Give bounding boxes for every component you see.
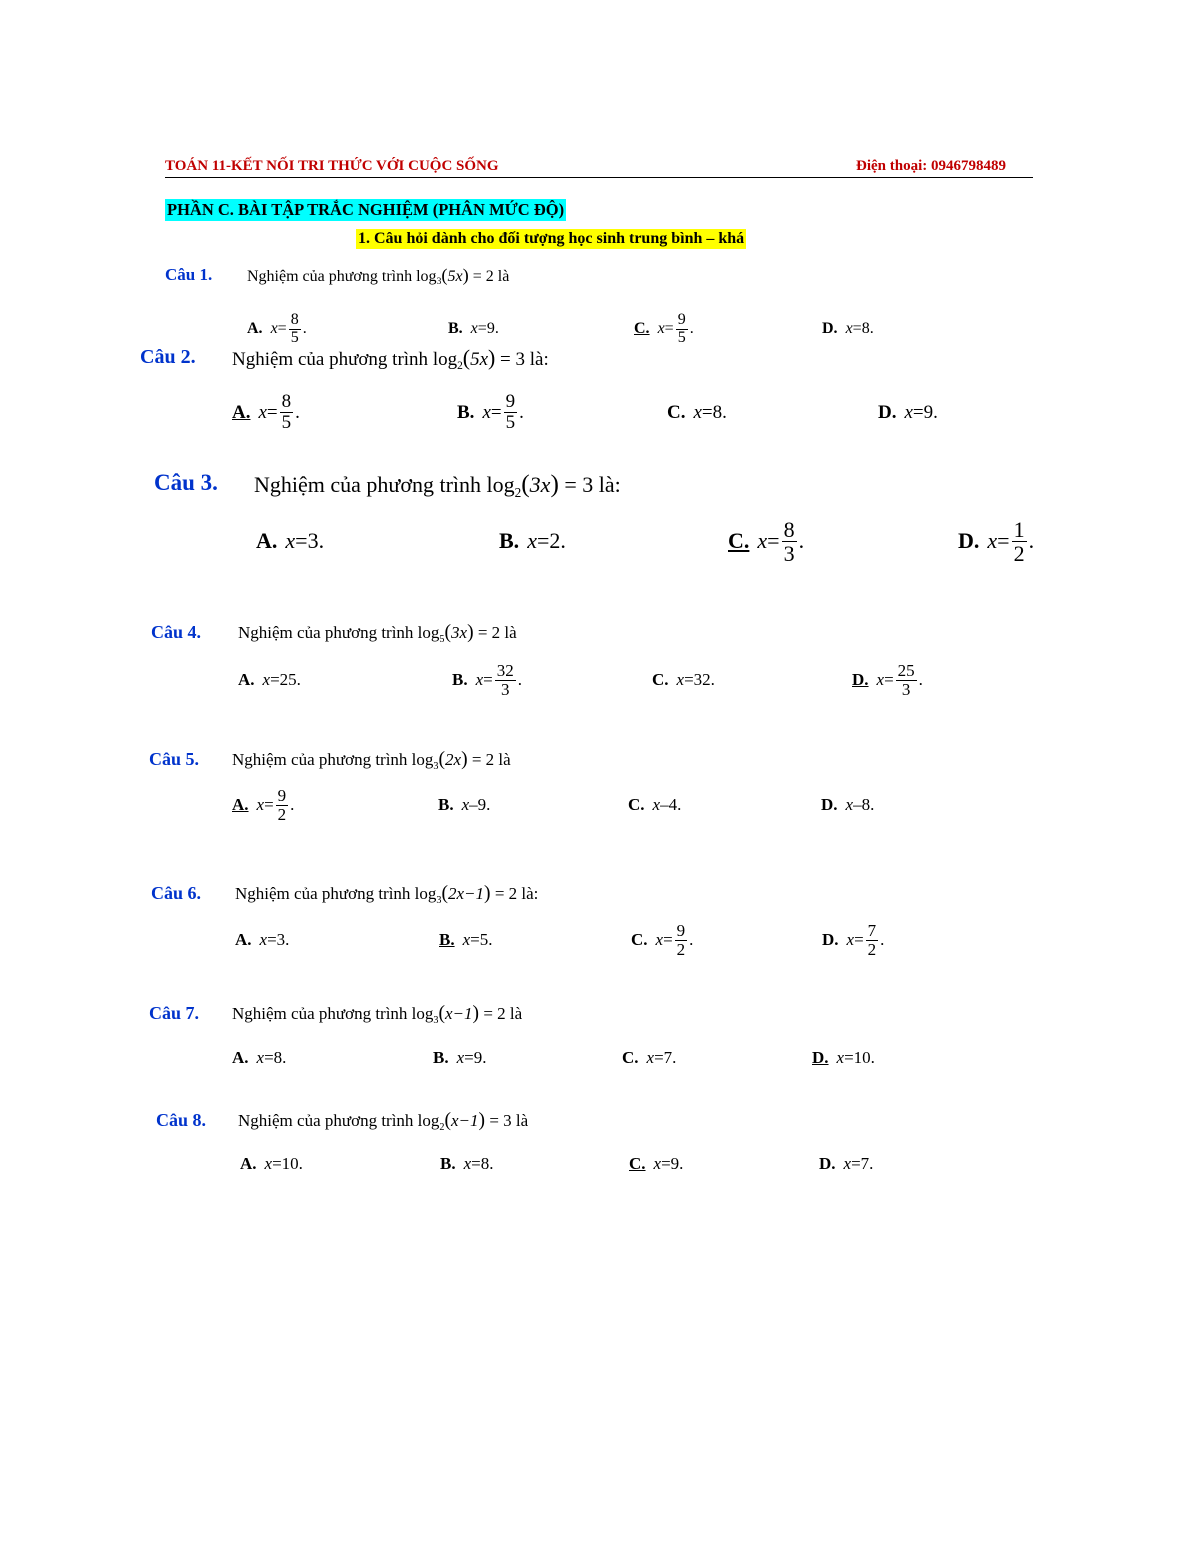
log-base: 2: [439, 1121, 445, 1133]
option-letter: A.: [247, 320, 263, 338]
log-expression: $\log_5(3x) = 2$: [417, 622, 501, 645]
fraction-denominator: 5: [505, 412, 516, 434]
option-value: 8: [861, 795, 871, 815]
option-value: 5: [479, 930, 489, 950]
option-fraction: [504, 392, 518, 433]
equation-rhs: 2: [491, 623, 501, 642]
option-variable: x: [463, 1154, 472, 1174]
answer-option[interactable]: C. x = $\frac{9}{5}$ .: [634, 310, 694, 346]
option-variable: x: [462, 930, 471, 950]
option-letter: A.: [256, 528, 278, 554]
fraction-numerator: 32: [496, 661, 514, 681]
equation-rhs: 3: [582, 472, 594, 497]
option-letter: A.: [240, 1154, 257, 1174]
fraction-numerator: 9: [676, 921, 686, 941]
option-letter: D.: [852, 670, 869, 690]
option-letter: B.: [499, 528, 520, 554]
answer-option[interactable]: D. x = $\frac{1}{2}$ .: [958, 516, 1035, 566]
fraction-denominator: 3: [783, 540, 795, 566]
equation-rhs: 2: [508, 884, 518, 903]
log-argument: 3x: [529, 472, 551, 497]
option-letter: C.: [652, 670, 669, 690]
fraction-denominator: 5: [290, 328, 299, 346]
option-letter: C.: [667, 401, 686, 423]
log-argument: 5x: [447, 268, 463, 285]
paren: (: [521, 470, 530, 498]
option-variable: x: [482, 401, 491, 423]
option-variable: x: [470, 320, 478, 338]
option-letter: A.: [238, 670, 255, 690]
option-value: 9: [477, 795, 487, 815]
paren: ): [550, 470, 559, 498]
option-value: 8: [273, 1048, 283, 1068]
option-letter: C.: [728, 528, 750, 554]
answer-option[interactable]: C. x = 32 .: [652, 670, 715, 690]
option-letter: C.: [629, 1154, 646, 1174]
option-letter: B.: [452, 670, 468, 690]
answer-option[interactable]: A. x = 8 .: [232, 1048, 287, 1068]
answer-option[interactable]: D. x – 8 .: [821, 795, 875, 815]
answer-option[interactable]: D. x = 8 .: [822, 320, 874, 338]
option-fraction: [866, 922, 879, 959]
question-stem: [235, 883, 538, 905]
log-argument: 2x−1: [448, 884, 485, 903]
log-expression: $\log_2(3x) = 3$: [486, 470, 594, 500]
fraction-numerator: 9: [505, 391, 516, 413]
option-letter: A.: [232, 795, 249, 815]
log-expression: $\log_2(x-1) = 3$: [417, 1110, 512, 1133]
answer-option[interactable]: C. x = 7 .: [622, 1048, 677, 1068]
option-letter: B.: [438, 795, 454, 815]
answer-option[interactable]: B. x = $\frac{32}{3}$ .: [452, 661, 522, 699]
question-end: là:: [593, 472, 621, 497]
answer-option[interactable]: A. x = $\frac{9}{2}$ .: [232, 786, 295, 824]
question-text: Nghiệm của phương trình: [238, 1111, 418, 1130]
option-variable: x: [262, 670, 271, 690]
log-base: 2: [514, 484, 522, 500]
fraction-numerator: 8: [290, 310, 299, 328]
answer-option[interactable]: C. x = 9 .: [629, 1154, 684, 1174]
paren: ): [478, 1110, 486, 1131]
option-letter: B.: [439, 930, 455, 950]
answer-option[interactable]: A. x = 3 .: [235, 930, 290, 950]
answer-option[interactable]: A. x = $\frac{8}{5}$ .: [247, 310, 307, 346]
option-value: 2: [549, 528, 561, 554]
question-end: là: [505, 1004, 523, 1023]
log-base: 5: [439, 633, 445, 645]
option-value: 25: [279, 670, 297, 690]
paren: ): [488, 346, 496, 370]
answer-option[interactable]: C. x = $\frac{8}{3}$ .: [728, 516, 805, 566]
option-value: 9: [923, 401, 934, 423]
log-base: 3: [436, 894, 442, 906]
log-argument: 3x: [451, 623, 468, 642]
question-end: là:: [517, 884, 539, 903]
option-fraction: [495, 662, 516, 699]
option-value: 9: [670, 1154, 680, 1174]
question-label: Câu 6.: [151, 883, 202, 903]
option-value: 4: [668, 795, 678, 815]
log-expression: $\log_3(x-1) = 2$: [411, 1003, 506, 1026]
fraction-numerator: 8: [783, 516, 795, 542]
paren: (: [462, 346, 471, 370]
equation-rhs: 2: [497, 1004, 506, 1023]
question-stem: [238, 622, 517, 644]
option-value: 32: [693, 670, 711, 690]
question-label: Câu 4.: [151, 622, 202, 642]
option-variable: x: [655, 930, 664, 950]
option-letter: B.: [433, 1048, 449, 1068]
option-fraction: [1012, 518, 1027, 565]
option-value: 10: [281, 1154, 299, 1174]
paren: (: [444, 622, 452, 643]
option-fraction: [289, 312, 301, 347]
fraction-denominator: 5: [677, 328, 686, 346]
option-letter: B.: [448, 320, 463, 338]
question-stem: [232, 346, 549, 371]
fraction-denominator: 2: [867, 939, 877, 959]
answer-option[interactable]: B. x = 9 .: [433, 1048, 487, 1068]
question-text: Nghiệm của phương trình: [247, 268, 417, 285]
header-title: TOÁN 11-KẾT NỐI TRI THỨC VỚI CUỘC SỐNG: [165, 158, 499, 174]
question-stem: [254, 470, 621, 499]
question-label: Câu 1.: [165, 265, 213, 284]
log-expression: $\log_3(2x) = 2$: [411, 749, 495, 772]
equation-rhs: 3: [515, 349, 526, 370]
option-variable: x: [456, 1048, 465, 1068]
paren: (: [438, 1003, 446, 1024]
question-text: Nghiệm của phương trình: [254, 472, 487, 497]
option-letter: D.: [958, 528, 980, 554]
option-value: 9: [486, 320, 495, 338]
option-letter: B.: [457, 401, 475, 423]
question-text: Nghiệm của phương trình: [232, 1004, 412, 1023]
question-text: Nghiệm của phương trình: [238, 623, 418, 642]
option-letter: A.: [232, 401, 251, 423]
option-value: 9: [473, 1048, 483, 1068]
answer-option[interactable]: D. x = $\frac{25}{3}$ .: [852, 661, 923, 699]
fraction-denominator: 3: [901, 679, 911, 699]
option-variable: x: [475, 670, 484, 690]
option-letter: D.: [812, 1048, 829, 1068]
answer-option[interactable]: C. x – 4 .: [628, 795, 682, 815]
fraction-numerator: 8: [281, 391, 292, 413]
option-variable: x: [646, 1048, 655, 1068]
option-letter: C.: [634, 320, 650, 338]
log-base: 3: [433, 1014, 439, 1026]
answer-option[interactable]: A. x = $\frac{8}{5}$ .: [232, 391, 300, 434]
question-end: là:: [525, 349, 549, 370]
option-variable: x: [461, 795, 470, 815]
fraction-denominator: 5: [281, 412, 292, 434]
log-base: 2: [457, 359, 463, 372]
fraction-denominator: 2: [277, 804, 287, 824]
option-variable: x: [845, 795, 854, 815]
answer-option[interactable]: D. x = $\frac{7}{2}$ .: [822, 921, 885, 959]
fraction-denominator: 2: [1013, 540, 1025, 566]
option-fraction: [280, 392, 294, 433]
question-end: là: [494, 750, 511, 769]
log-expression: $\log_3(5x) = 2$: [416, 265, 494, 288]
paren: ): [467, 622, 474, 643]
option-letter: D.: [822, 320, 838, 338]
option-value: 3: [307, 528, 319, 554]
answer-option[interactable]: B. x = $\frac{9}{5}$ .: [457, 391, 524, 434]
answer-option[interactable]: D. x = 10 .: [812, 1048, 875, 1068]
equation-rhs: 2: [485, 750, 495, 769]
log-argument: x−1: [451, 1111, 479, 1130]
option-variable: x: [527, 528, 537, 554]
option-variable: x: [270, 320, 278, 338]
log-expression: $\log_3(2x-1) = 2$: [414, 883, 518, 906]
log-argument: 2x: [445, 750, 462, 769]
option-value: 8: [712, 401, 723, 423]
log-argument: x−1: [445, 1004, 473, 1023]
option-fraction: [896, 662, 917, 699]
log-argument: 5x: [470, 349, 489, 370]
answer-option[interactable]: A. x = 10 .: [240, 1154, 303, 1174]
option-fraction: [276, 787, 289, 824]
paren: (: [441, 265, 448, 285]
paren: ): [461, 749, 468, 770]
paren: ): [472, 1003, 480, 1024]
question-end: là: [500, 623, 517, 642]
question-text: Nghiệm của phương trình: [235, 884, 415, 903]
question-stem: [232, 1003, 522, 1025]
option-fraction: [782, 518, 797, 565]
option-variable: x: [256, 1048, 265, 1068]
answer-option[interactable]: D. x = 7 .: [819, 1154, 874, 1174]
fraction-numerator: 25: [897, 661, 915, 681]
question-stem: [238, 1110, 528, 1132]
paren: (: [444, 1110, 452, 1131]
option-letter: D.: [878, 401, 897, 423]
option-variable: x: [876, 670, 885, 690]
option-variable: x: [676, 670, 685, 690]
question-label: Câu 7.: [149, 1003, 200, 1023]
answer-option[interactable]: B. x = 2 .: [499, 528, 566, 554]
option-value: 3: [276, 930, 286, 950]
question-label: Câu 5.: [149, 749, 200, 769]
option-letter: B.: [440, 1154, 456, 1174]
option-variable: x: [258, 401, 267, 423]
question-end: là: [493, 268, 510, 285]
fraction-numerator: 9: [277, 786, 287, 806]
paren: ): [462, 265, 469, 285]
answer-option[interactable]: C. x = $\frac{9}{2}$ .: [631, 921, 694, 959]
option-fraction: [675, 922, 688, 959]
option-variable: x: [843, 1154, 852, 1174]
option-variable: x: [757, 528, 768, 554]
option-variable: x: [653, 1154, 662, 1174]
paren: ): [484, 883, 491, 904]
log-base: 3: [436, 276, 442, 288]
fraction-numerator: 9: [677, 310, 686, 328]
option-variable: x: [259, 930, 268, 950]
answer-option[interactable]: B. x = 9 .: [448, 320, 499, 338]
equation-rhs: 2: [485, 268, 494, 285]
option-letter: C.: [622, 1048, 639, 1068]
question-label: Câu 8.: [156, 1110, 207, 1130]
fraction-numerator: 7: [867, 921, 877, 941]
option-letter: C.: [628, 795, 645, 815]
question-label: Câu 3.: [154, 470, 218, 495]
question-text: Nghiệm của phương trình: [232, 349, 433, 370]
log-base: 3: [433, 760, 439, 772]
fraction-denominator: 3: [500, 679, 510, 699]
option-letter: A.: [235, 930, 252, 950]
fraction-denominator: 2: [676, 939, 686, 959]
answer-option[interactable]: A. x = 3 .: [256, 528, 325, 554]
option-variable: x: [256, 795, 265, 815]
answer-option[interactable]: B. x = 5 .: [439, 930, 493, 950]
subsection-title: 1. Câu hỏi dành cho đối tượng học sinh trung bình – khá: [358, 230, 745, 247]
answer-option[interactable]: C. x = 8 .: [667, 401, 727, 423]
option-variable: x: [264, 1154, 273, 1174]
option-variable: x: [845, 320, 853, 338]
option-value: 10: [853, 1048, 871, 1068]
equation-rhs: 3: [503, 1111, 512, 1130]
fraction-numerator: 1: [1013, 516, 1025, 542]
paren: (: [441, 883, 449, 904]
option-value: 7: [663, 1048, 673, 1068]
option-variable: x: [836, 1048, 845, 1068]
option-letter: D.: [819, 1154, 836, 1174]
header-phone: Điện thoại: 0946798489: [856, 158, 1006, 174]
option-fraction: [676, 312, 688, 347]
option-variable: x: [652, 795, 661, 815]
question-text: Nghiệm của phương trình: [232, 750, 412, 769]
option-letter: C.: [631, 930, 648, 950]
option-value: 8: [861, 320, 870, 338]
question-end: là: [511, 1111, 529, 1130]
option-variable: x: [657, 320, 665, 338]
option-letter: D.: [822, 930, 839, 950]
option-variable: x: [846, 930, 855, 950]
option-variable: x: [285, 528, 296, 554]
header-divider: [165, 177, 1033, 178]
question-stem: [232, 749, 511, 771]
option-value: 8: [480, 1154, 490, 1174]
question-label: Câu 2.: [140, 346, 196, 368]
section-title: PHẦN C. BÀI TẬP TRẮC NGHIỆM (PHÂN MỨC ĐỘ): [167, 200, 565, 219]
log-expression: $\log_2(5x) = 3$: [432, 346, 526, 372]
option-variable: x: [693, 401, 702, 423]
option-letter: A.: [232, 1048, 249, 1068]
answer-option[interactable]: B. x = 8 .: [440, 1154, 494, 1174]
option-value: 7: [860, 1154, 870, 1174]
option-letter: D.: [821, 795, 838, 815]
answer-option[interactable]: D. x = 9 .: [878, 401, 938, 423]
answer-option[interactable]: B. x – 9 .: [438, 795, 491, 815]
question-stem: [247, 265, 509, 286]
option-variable: x: [987, 528, 998, 554]
option-variable: x: [904, 401, 913, 423]
answer-option[interactable]: A. x = 25 .: [238, 670, 301, 690]
paren: (: [438, 749, 446, 770]
